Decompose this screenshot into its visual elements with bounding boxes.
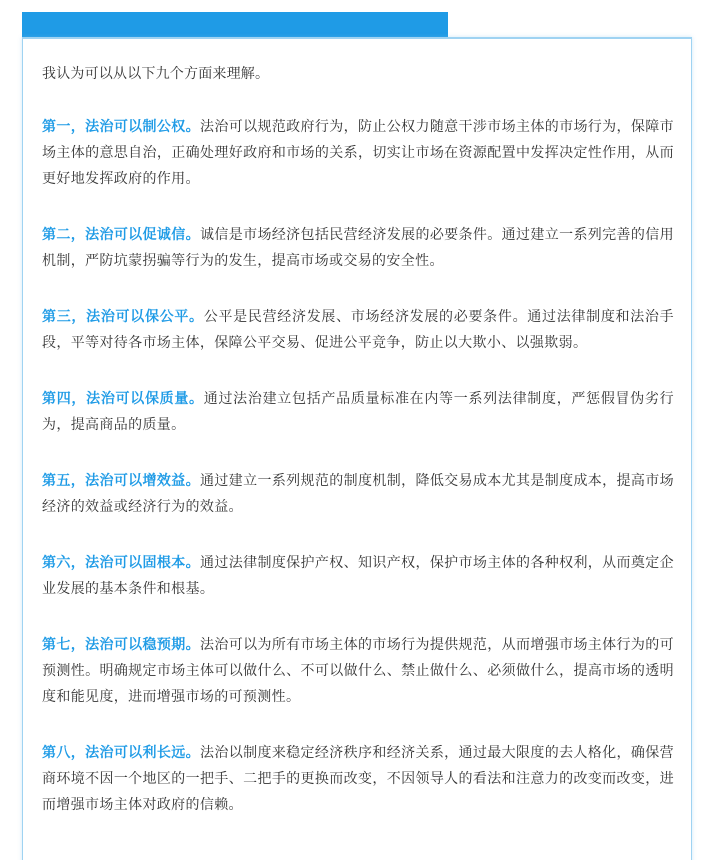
- section-heading-5: 第五，法治可以增效益。: [42, 473, 200, 489]
- article-content-box: [22, 37, 692, 860]
- intro-text: 我认为可以从以下九个方面来理解。: [42, 66, 270, 82]
- section-paragraph-6: [42, 550, 674, 602]
- section-paragraph-7: [42, 632, 674, 710]
- section-body-8: 法治以制度来稳定经济秩序和经济关系，通过最大限度的去人格化，确保营商环境不因一个地区的一把手、二把手的更换而改变，不因领导人的看法和注意力的改变而改变，进而增强市场主体对政府的信赖。: [42, 745, 674, 813]
- section-paragraph-5: [42, 468, 674, 520]
- section-paragraph-1: [42, 114, 674, 192]
- section-body-1: 法治可以规范政府行为，防止公权力随意干涉市场主体的市场行为，保障市场主体的意思自治，正确处理好政府和市场的关系，切实让市场在资源配置中发挥决定性作用，从而更好地发挥政府的作用。: [42, 119, 674, 187]
- section-paragraph-2: [42, 222, 674, 274]
- section-body-7: 法治可以为所有市场主体的市场行为提供规范，从而增强市场主体行为的可预测性。明确规定市场主体可以做什么、不可以做什么、禁止做什么、必须做什么，提高市场的透明度和能见度，进而增强市场的可预测性。: [42, 637, 674, 705]
- section-body-5: 通过建立一系列规范的制度机制，降低交易成本尤其是制度成本，提高市场经济的效益或经济行为的效益。: [42, 473, 674, 515]
- section-heading-3: 第三，法治可以保公平。: [42, 309, 204, 325]
- section-paragraph-3: [42, 304, 674, 356]
- section-heading-4: 第四，法治可以保质量。: [42, 391, 204, 407]
- header-accent-bar: [22, 12, 448, 37]
- section-body-4: 通过法治建立包括产品质量标准在内等一系列法律制度，严惩假冒伪劣行为，提高商品的质量。: [42, 391, 674, 433]
- section-paragraph-4: [42, 386, 674, 438]
- section-body-6: 通过法律制度保护产权、知识产权，保护市场主体的各种权利，从而奠定企业发展的基本条件和根基。: [42, 555, 674, 597]
- section-body-2: 诚信是市场经济包括民营经济发展的必要条件。通过建立一系列完善的信用机制，严防坑蒙拐骗等行为的发生，提高市场或交易的安全性。: [42, 227, 674, 269]
- section-body-3: 公平是民营经济发展、市场经济发展的必要条件。通过法律制度和法治手段，平等对待各市场主体，保障公平交易、促进公平竞争，防止以大欺小、以强欺弱。: [42, 309, 674, 351]
- section-heading-7: 第七，法治可以稳预期。: [42, 637, 200, 653]
- section-paragraph-8: [42, 740, 674, 818]
- section-heading-1: 第一，法治可以制公权。: [42, 119, 200, 135]
- section-heading-6: 第六，法治可以固根本。: [42, 555, 200, 571]
- section-heading-2: 第二，法治可以促诚信。: [42, 227, 200, 243]
- section-heading-8: 第八，法治可以利长远。: [42, 745, 200, 761]
- article-body: [42, 61, 674, 848]
